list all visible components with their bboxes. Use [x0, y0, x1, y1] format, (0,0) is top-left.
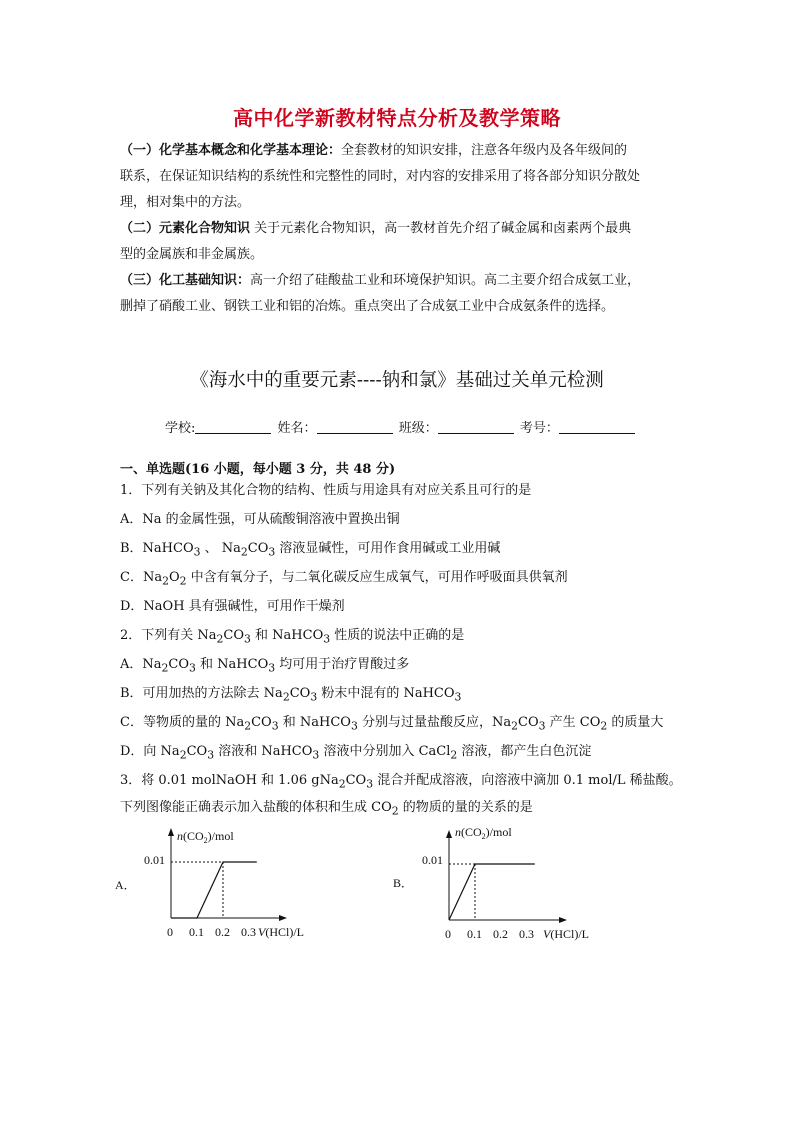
q1-option-c: C．$Na_2O_2$ 中含有氧分子，与二氧化碳反应生成氧气，可用作呼吸面具供氧剂 [120, 570, 568, 588]
intro-section [120, 138, 680, 320]
q3-stem-line-1: 3．将 0.01 molNaOH 和 1.06 $gNa_2CO_3$ 混合并配成溶液，向溶液中滴加 0.1 mol/L 稀盐酸。 [120, 773, 682, 791]
intro-heading-1: （一）化学基本概念和化学基本理论： [120, 143, 342, 158]
q2-stem: 2．下列有关 $Na_2CO_3$ 和 NaHCO$_3$ 性质的说法中正确的是 [120, 628, 465, 646]
x-tick-label: 0.2 [493, 927, 508, 941]
y-tick-label: 0.01 [144, 853, 165, 867]
class-field[interactable] [438, 419, 514, 434]
intro-text: 全套教材的知识安排，注意各年级内及各年级间的 [341, 143, 628, 158]
x-tick-label: 0 [445, 927, 451, 941]
graph-label: A． [115, 878, 136, 892]
y-tick-label: 0.01 [422, 853, 443, 867]
graph-b [393, 820, 608, 945]
graph-label: B． [393, 876, 414, 890]
x-axis-arrow [279, 915, 287, 921]
x-axis-arrow [559, 917, 567, 923]
intro-text: 型的金属族和非金属族。 [120, 247, 264, 262]
name-label: 姓名： [277, 421, 317, 436]
x-tick-label: 0.2 [215, 925, 230, 939]
x-tick-labels [445, 927, 534, 941]
y-axis-arrow [168, 828, 174, 836]
intro-paragraph-1 [120, 138, 680, 164]
exam-title: 《海水中的重要元素----钠和氯》基础过关单元检测 [190, 370, 604, 391]
x-tick-labels [167, 925, 256, 939]
x-tick-label: 0.1 [189, 925, 204, 939]
intro-text: 删掉了硝酸工业、钢铁工业和铝的冶炼。重点突出了合成氨工业中合成氨条件的选择。 [120, 299, 615, 314]
section-heading: 一、单选题(16 小题，每小题 3 分，共 48 分) [120, 462, 396, 477]
q3-stem-line-2: 下列图像能正确表示加入盐酸的体积和生成 $CO_2$ 的物质的量的关系的是 [120, 800, 533, 818]
q2-option-b: B．可用加热的方法除去 $Na_2CO_3$ 粉末中混有的 NaHCO$_3$ [120, 686, 462, 704]
x-tick-label: 0.3 [241, 925, 256, 939]
school-label: 学校: [165, 421, 196, 436]
name-field[interactable] [317, 419, 393, 434]
school-field[interactable] [195, 419, 271, 434]
y-axis-label: $n(CO_2)$/mol [455, 825, 512, 841]
q1-option-d: D．NaOH 具有强碱性，可用作干燥剂 [120, 599, 345, 614]
q2-option-d: D．向 $Na_2CO_3$ 溶液和 NaHCO$_3$ 溶液中分别加入 CaCl$_2$ 溶液，都产生白色沉淀 [120, 744, 592, 762]
x-tick-label: 0.1 [467, 927, 482, 941]
page-title: 高中化学新教材特点分析及教学策略 [233, 106, 561, 130]
intro-text: 联系，在保证知识结构的系统性和完整性的同时，对内容的安排采用了将各部分知识分散处 [120, 169, 641, 184]
class-label: 班级： [398, 421, 438, 436]
intro-text: 关于元素化合物知识，高一教材首先介绍了碱金属和卤素两个最典 [250, 221, 632, 236]
x-tick-label: 0.3 [519, 927, 534, 941]
x-axis-label: V(HCl)/L [543, 927, 590, 941]
number-field[interactable] [559, 419, 635, 434]
y-axis-arrow [446, 830, 452, 838]
q1-stem: 1．下列有关钠及其化合物的结构、性质与用途具有对应关系且可行的是 [120, 483, 532, 498]
x-axis-label: V(HCl)/L [258, 925, 305, 939]
data-line [449, 864, 535, 920]
intro-paragraph-3 [120, 268, 680, 294]
q1-option-b: B．NaHCO$_3$ 、 $Na_2CO_3$ 溶液显碱性，可用作食用碱或工业用碱 [120, 541, 501, 559]
student-info [165, 417, 637, 436]
y-axis-label: $n(CO_2)$/mol [177, 829, 234, 845]
q1-option-a: A．Na 的金属性强，可从硫酸铜溶液中置换出铜 [120, 512, 400, 527]
intro-text: 高一介绍了硅酸盐工业和环境保护知识。高二主要介绍合成氨工业， [250, 273, 641, 288]
number-label: 考号： [519, 421, 559, 436]
intro-paragraph-2 [120, 216, 680, 242]
q2-option-c: C．等物质的量的 $Na_2CO_3$ 和 NaHCO$_3$ 分别与过量盐酸反应，$Na_2CO_3$ 产生 $CO_2$ 的质量大 [120, 715, 664, 733]
x-tick-label: 0 [167, 925, 173, 939]
q2-option-a: A．$Na_2CO_3$ 和 NaHCO$_3$ 均可用于治疗胃酸过多 [120, 657, 410, 675]
intro-heading-3: （三）化工基础知识： [120, 273, 251, 288]
intro-heading-2: （二）元素化合物知识 [120, 221, 251, 236]
graph-a [115, 822, 330, 947]
intro-text: 理，相对集中的方法。 [120, 195, 251, 210]
data-line [171, 862, 257, 918]
